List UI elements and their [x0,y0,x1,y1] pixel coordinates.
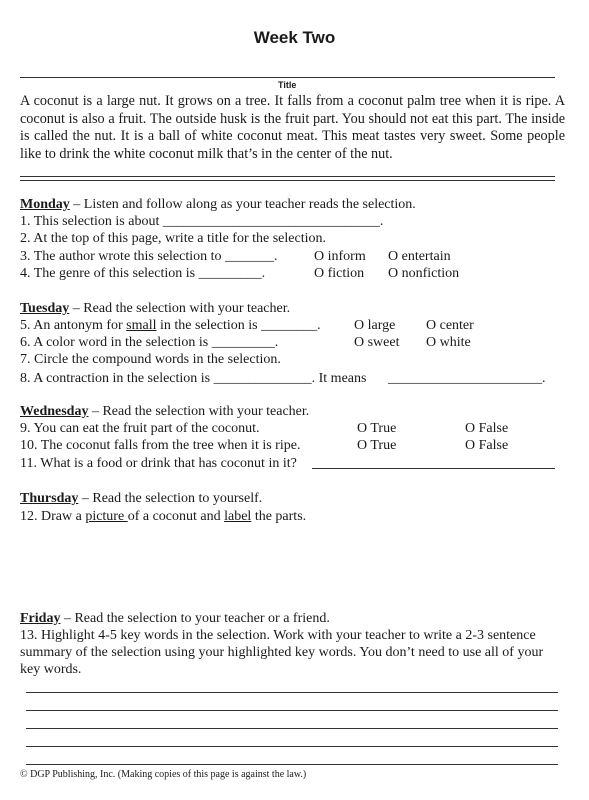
question-5 [20,317,321,334]
q12-word-picture: picture [85,509,128,524]
q5-suffix: in the selection is ________. [156,318,321,333]
thursday-heading [20,490,262,507]
drawing-area[interactable] [20,528,555,606]
monday-day-label: Monday [20,197,70,212]
q9-option-true[interactable]: O True [357,421,397,436]
q4-option-nonfiction[interactable]: O nonfiction [388,266,460,281]
q11-answer-line[interactable] [312,468,555,469]
q5-option-center[interactable]: O center [426,318,474,333]
q10-option-true[interactable]: O True [357,438,397,453]
monday-heading [20,196,416,213]
monday-instruction: – Listen and follow along as your teacher reads the selection. [69,197,416,212]
q6-option-white[interactable]: O white [426,335,471,350]
title-line-label: Title [278,80,297,90]
question-9: 9. You can eat the fruit part of the coconut. [20,421,260,436]
question-1: 1. This selection is about _______________________________. [20,214,384,229]
question-8: 8. A contraction in the selection is ______________. It means [20,371,367,386]
q10-option-false[interactable]: O False [465,438,509,453]
friday-day-label: Friday [20,611,61,626]
writing-line[interactable] [26,692,558,693]
q4-option-fiction[interactable]: O fiction [314,266,365,281]
q12-prefix: 12. Draw a [20,509,86,524]
q3-option-inform[interactable]: O inform [314,249,366,264]
question-12 [20,508,306,525]
section-divider-bottom [20,180,555,181]
reading-passage: A coconut is a large nut. It grows on a tree. It falls from a coconut palm tree when it is ripe. A coconut is also a fruit. The outside husk is the fruit part. You should not eat this part. The inside is called the nut. It is a ball of white coconut meat. This meat tastes very sweet. Some people like to drink the white coconut milk that’s in the center of the nut. [20,93,565,162]
question-11: 11. What is a food or drink that has coconut in it? [20,456,297,471]
wednesday-heading [20,403,309,420]
question-10: 10. The coconut falls from the tree when it is ripe. [20,438,301,453]
thursday-day-label: Thursday [20,491,79,506]
question-7: 7. Circle the compound words in the selection. [20,352,281,367]
page-title: Week Two [253,28,336,47]
tuesday-instruction: – Read the selection with your teacher. [69,301,291,316]
writing-line[interactable] [26,764,558,765]
q8-meaning-blank[interactable]: ______________________. [388,371,546,386]
question-2: 2. At the top of this page, write a title for the selection. [20,231,326,246]
writing-line[interactable] [26,746,558,747]
friday-heading [20,610,330,627]
q12-word-label: label [224,509,252,524]
question-3: 3. The author wrote this selection to _______. [20,249,278,264]
tuesday-heading [20,300,290,317]
question-4: 4. The genre of this selection is _________. [20,266,266,281]
q12-suffix: the parts. [251,509,307,524]
section-divider-top [20,176,555,177]
friday-instruction: – Read the selection to your teacher or a friend. [60,611,330,626]
title-answer-line[interactable] [20,77,555,78]
tuesday-day-label: Tuesday [20,301,70,316]
q6-option-sweet[interactable]: O sweet [354,335,400,350]
q12-middle: of a coconut and [127,509,225,524]
q5-option-large[interactable]: O large [354,318,396,333]
wednesday-instruction: – Read the selection with your teacher. [88,404,310,419]
question-6: 6. A color word in the selection is _________. [20,335,279,350]
writing-line[interactable] [26,710,558,711]
question-13: 13. Highlight 4-5 key words in the selection. Work with your teacher to write a 2-3 sentence summary of the selection using your highlighted key words. You don’t need to use all of your key words. [20,628,544,677]
copyright-footer: © DGP Publishing, Inc. (Making copies of this page is against the law.) [20,769,307,780]
writing-line[interactable] [26,728,558,729]
q5-word: small [126,318,157,333]
q5-prefix: 5. An antonym for [20,318,127,333]
thursday-instruction: – Read the selection to yourself. [78,491,263,506]
wednesday-day-label: Wednesday [20,404,89,419]
q3-option-entertain[interactable]: O entertain [388,249,451,264]
q9-option-false[interactable]: O False [465,421,509,436]
